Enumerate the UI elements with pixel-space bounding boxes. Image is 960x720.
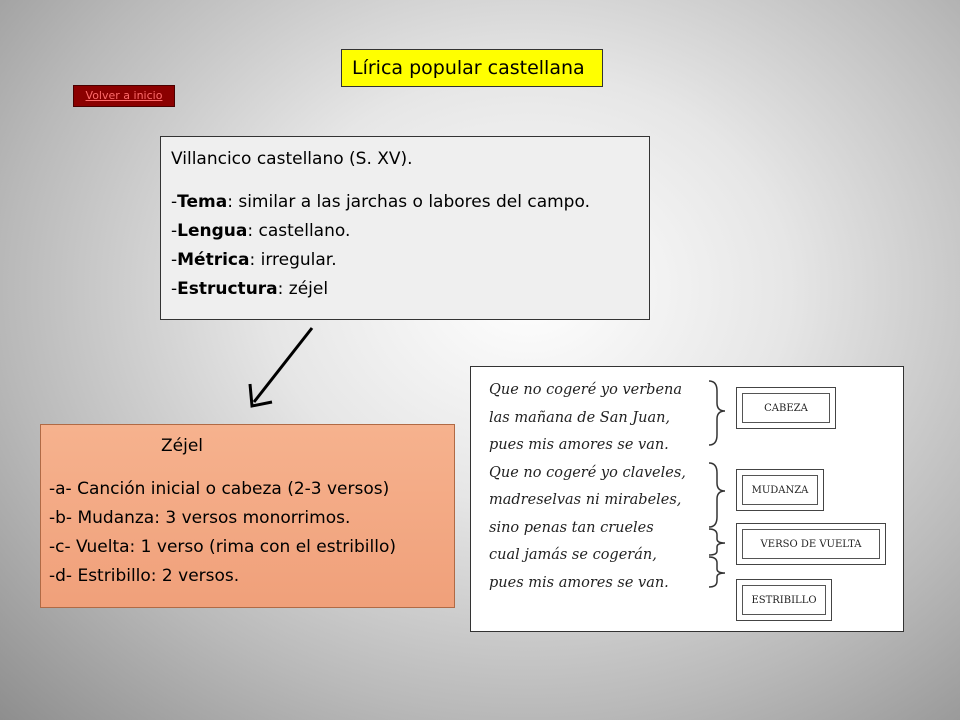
poem-line: las mañana de San Juan, <box>489 409 671 426</box>
info-item-metrica: -Métrica: irregular. <box>171 250 337 270</box>
poem-line: pues mis amores se van. <box>489 437 669 453</box>
tag-cabeza: CABEZA <box>736 387 836 429</box>
arrow-icon <box>240 322 320 414</box>
poem-structure-image <box>470 366 904 632</box>
info-item-lengua: -Lengua: castellano. <box>171 221 351 241</box>
poem-line: Que no cogeré yo verbena <box>489 382 683 398</box>
info-item-estructura: -Estructura: zéjel <box>171 279 329 299</box>
page-title: Lírica popular castellana <box>341 49 603 87</box>
poem-line: cual jamás se cogerán, <box>489 547 657 563</box>
tag-mudanza: MUDANZA <box>736 469 824 511</box>
poem-line: Que no cogeré yo claveles, <box>489 464 686 481</box>
zejel-item-d: -d- Estribillo: 2 versos. <box>49 566 240 586</box>
villancico-info-box <box>160 136 650 320</box>
tag-estribillo: ESTRIBILLO <box>736 579 832 621</box>
zejel-item-b: -b- Mudanza: 3 versos monorrimos. <box>49 508 351 528</box>
poem-line: madreselvas ni mirabeles, <box>489 492 682 508</box>
zejel-item-c: -c- Vuelta: 1 verso (rima con el estribillo) <box>49 537 396 557</box>
tag-verso-de-vuelta: VERSO DE VUELTA <box>736 523 886 565</box>
zejel-box <box>40 424 455 608</box>
back-to-start-link[interactable]: Volver a inicio <box>73 85 175 107</box>
poem-line: sino penas tan crueles <box>489 519 654 536</box>
info-item-tema: -Tema: similar a las jarchas o labores del campo. <box>171 192 590 212</box>
zejel-item-a: -a- Canción inicial o cabeza (2-3 versos) <box>49 479 390 499</box>
zejel-title: Zéjel <box>161 436 204 456</box>
brace-icons <box>471 367 903 631</box>
info-heading: Villancico castellano (S. XV). <box>171 149 413 169</box>
poem-line: pues mis amores se van. <box>489 574 669 591</box>
